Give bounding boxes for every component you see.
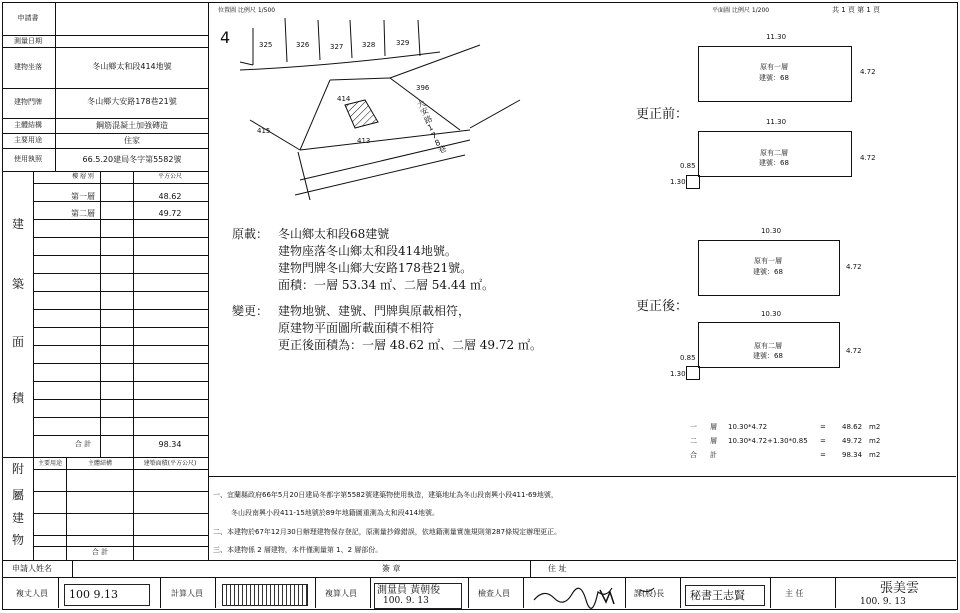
value-usage: 住家 <box>124 136 140 145</box>
floor-2-label: 第二層 <box>71 209 95 218</box>
applicant-label: 申請人姓名 <box>12 564 52 573</box>
calc-a: 一 <box>690 423 697 431</box>
stamp-name: 測量員 黃朝俊 <box>377 585 441 596</box>
dim-label: 11.30 <box>765 33 787 41</box>
aux-total-label: 合 計 <box>91 548 109 556</box>
stamp-name: 秘書王志賢 <box>690 589 745 602</box>
label-survey-date: 測量日期 <box>14 37 42 45</box>
side-label-char: 築 <box>11 277 25 291</box>
after-label: 更正後： <box>636 299 689 314</box>
calc-b: 層 <box>710 423 717 431</box>
dim-label: 4.72 <box>860 68 876 76</box>
dim-label: 4.72 <box>846 263 862 271</box>
label-usage: 主要用途 <box>14 136 42 144</box>
stamp-date: 100. 9. 13 <box>860 597 906 607</box>
stamp-name: 張美雲 <box>880 581 920 596</box>
footnote-line: 三、本建物係 2 層建物，本件僅測量第 1、2 層部份。 <box>213 546 383 554</box>
label-application: 申請書 <box>17 14 39 22</box>
floor-2-area: 49.72 <box>158 209 182 218</box>
orig-line: 面積：一層 53.34 ㎡、二層 54.44 ㎡。 <box>278 278 494 292</box>
side-label-char: 積 <box>11 391 25 405</box>
calc-a: 二 <box>690 437 697 445</box>
plan-title: 平面圖 比例尺 1/200 <box>712 7 770 14</box>
page-info: 共 1 頁 第 1 頁 <box>832 6 881 14</box>
parcel-label: 329 <box>396 39 410 47</box>
road-label: 大安路178巷 <box>415 98 448 156</box>
calc-unit: m2 <box>869 423 881 431</box>
aux-header-structure: 主體結構 <box>87 460 113 467</box>
area-header-unit: 平方公尺 <box>157 173 183 180</box>
orig-line: 建物門牌冬山鄉大安路178巷21號。 <box>278 261 473 275</box>
stamp-date: 100. 9. 13 <box>383 596 429 606</box>
parcel-label: 325 <box>259 41 273 49</box>
role-surveyor: 複丈人員 <box>16 589 48 598</box>
room-label: 原有一層 <box>760 63 788 71</box>
north-arrow-icon: 4 <box>220 28 231 47</box>
secretary-stamp <box>685 585 765 606</box>
room-label: 原有二層 <box>760 149 788 157</box>
location-map-title: 位置圖 比例尺 1/500 <box>218 7 276 14</box>
value-structure: 鋼筋混凝土加強磚造 <box>96 121 168 130</box>
dim-label: 4.72 <box>846 347 862 355</box>
calc-expr: 10.30*4.72 <box>728 423 768 431</box>
calc-eq: = <box>820 423 826 431</box>
change-line: 建物地號、建號、門牌與原載相符， <box>278 304 471 318</box>
calc-expr: 10.30*4.72+1.30*0.85 <box>728 437 808 445</box>
aux-side-char: 附 <box>11 462 25 476</box>
aux-side-char: 屬 <box>11 488 25 502</box>
orig-line: 冬山鄉太和段68建號 <box>278 227 390 241</box>
calc-val: 98.34 <box>842 451 863 459</box>
label-building-location: 建物坐落 <box>14 63 42 71</box>
change-label: 變更： <box>232 304 269 318</box>
room-label: 原有二層 <box>754 342 782 350</box>
value-building-location: 冬山鄉太和段414地號 <box>92 62 172 71</box>
parcel-label: 414 <box>337 95 351 103</box>
side-label-char: 建 <box>11 217 25 231</box>
dim-label: 0.85 <box>680 354 696 362</box>
aux-side-char: 建 <box>11 511 25 525</box>
dim-label: 10.30 <box>760 227 782 235</box>
side-label-char: 面 <box>11 335 25 349</box>
calc-unit: m2 <box>869 437 881 445</box>
total-label: 合 計 <box>74 440 92 448</box>
role-rechecker: 複算人員 <box>325 589 357 598</box>
calc-a: 合 <box>690 451 697 459</box>
label-permit: 使用執照 <box>14 155 42 163</box>
value-permit: 66.5.20建局冬字第5582號 <box>82 155 182 164</box>
dim-label: 0.85 <box>680 162 696 170</box>
total-value: 98.34 <box>158 440 182 449</box>
sign-label: 簽 章 <box>382 564 401 573</box>
parcel-label: 327 <box>330 43 344 51</box>
orig-line: 建物座落冬山鄉太和段414地號。 <box>278 244 457 258</box>
calc-b: 層 <box>710 437 717 445</box>
footnote-line: 冬山段南興小段411-15地號於89年地籍圖重測為太和段414地號。 <box>231 509 440 517</box>
dim-label: 10.30 <box>760 310 782 318</box>
dim-label: 1.30 <box>670 178 686 186</box>
value-building-address: 冬山鄉大安路178巷21號 <box>87 97 177 106</box>
role-inspector: 檢查人員 <box>478 589 510 598</box>
parcel-label: 413 <box>357 137 371 145</box>
calc-b: 計 <box>710 451 717 459</box>
change-line: 更正後面積為：一層 48.62 ㎡、二層 49.72 ㎡。 <box>278 338 542 352</box>
stamp-date: 100 9.13 <box>69 588 118 601</box>
calc-unit: m2 <box>869 451 881 459</box>
role-director: 主 任 <box>785 589 804 598</box>
floor-1-area: 48.62 <box>158 192 182 201</box>
orig-label: 原載： <box>232 227 269 241</box>
role-section-chief: 課(股)長 <box>634 589 665 598</box>
dim-label: 11.30 <box>765 118 787 126</box>
calc-eq: = <box>820 437 826 445</box>
aux-side-char: 物 <box>11 533 25 547</box>
change-line: 原建物平面圖所載面積不相符 <box>278 321 435 335</box>
parcel-label: 396 <box>416 84 430 92</box>
label-building-address: 建物門牌 <box>14 98 42 106</box>
dim-label: 4.72 <box>860 154 876 162</box>
calc-val: 49.72 <box>842 437 863 445</box>
room-label: 建號：68 <box>759 74 789 82</box>
parcel-label: 326 <box>296 41 310 49</box>
room-label: 建號：68 <box>753 352 783 360</box>
room-label: 建號：68 <box>759 159 789 167</box>
floor-1-label: 第一層 <box>71 192 95 201</box>
aux-header-usage: 主要用途 <box>37 460 63 467</box>
role-calculator: 計算人員 <box>171 589 203 598</box>
parcel-label: 328 <box>362 41 376 49</box>
room-label: 原有一層 <box>754 257 782 265</box>
parcel-label: 415 <box>257 127 271 135</box>
calc-eq: = <box>820 451 826 459</box>
area-header-floor: 樓 層 別 <box>72 173 94 180</box>
address-label: 住 址 <box>548 564 567 573</box>
aux-header-area: 建築面積(平方公尺) <box>143 460 197 467</box>
footnote-line: 二、本建物於67年12月30日辦理建物保存登記，原測量抄錄錯誤，依地籍測量實施規則第287條規定辦理更正。 <box>213 528 562 536</box>
label-structure: 主體結構 <box>14 121 42 129</box>
calc-val: 48.62 <box>842 423 863 431</box>
before-label: 更正前： <box>636 107 689 122</box>
dim-label: 1.30 <box>670 370 686 378</box>
footnote-line: 一、宜蘭縣政府66年5月20日建局冬都字第5582號建築物使用執造，建築地址為冬山段南興小段411-69地號， <box>213 491 558 499</box>
room-label: 建號：68 <box>753 268 783 276</box>
